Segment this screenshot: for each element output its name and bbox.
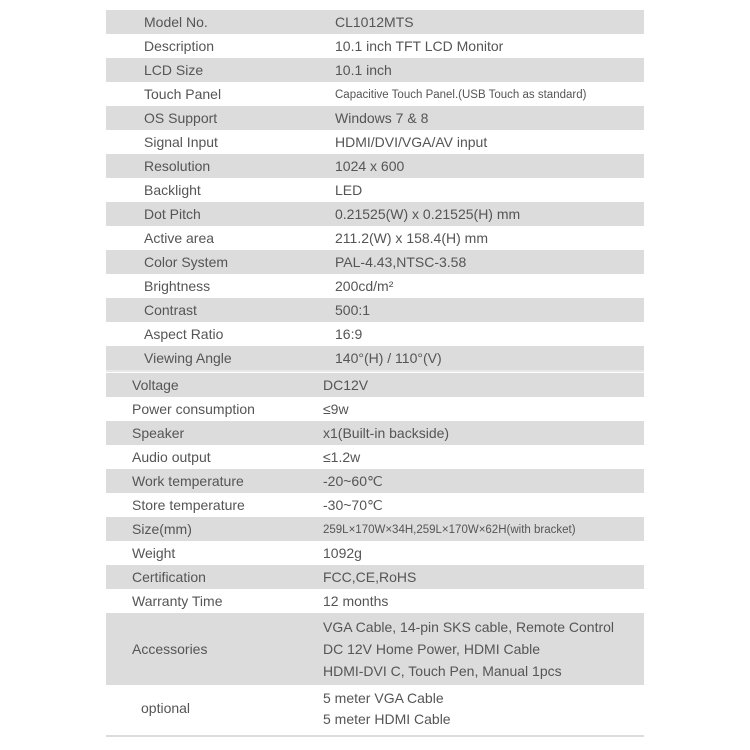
spec-value: Capacitive Touch Panel.(USB Touch as standard) — [335, 89, 587, 101]
spec-value: ≤9w — [323, 401, 349, 417]
spec-label: Weight — [132, 545, 176, 561]
spec-row-store-temperature — [106, 493, 644, 517]
spec-row-resolution — [106, 154, 644, 178]
spec-label: LCD Size — [144, 62, 204, 78]
spec-row-lcd-size — [106, 58, 644, 82]
accessories-line: VGA Cable, 14-pin SKS cable, Remote Control — [323, 619, 615, 635]
spec-row-brightness — [106, 274, 644, 298]
spec-value: FCC,CE,RoHS — [323, 569, 417, 585]
spec-row-power-consumption — [106, 397, 644, 421]
spec-row-weight — [106, 541, 644, 565]
spec-label: Speaker — [132, 425, 185, 441]
spec-value: 500:1 — [335, 302, 371, 318]
spec-row-size — [106, 517, 644, 541]
spec-row-contrast — [106, 298, 644, 322]
spec-value: -20~60℃ — [323, 473, 383, 489]
spec-value: 0.21525(W) x 0.21525(H) mm — [335, 206, 521, 222]
spec-label: Warranty Time — [132, 593, 223, 609]
accessories-line: HDMI-DVI C, Touch Pen, Manual 1pcs — [323, 663, 562, 679]
spec-row-dot-pitch — [106, 202, 644, 226]
spec-label: Voltage — [132, 377, 179, 393]
spec-table-general — [106, 373, 644, 733]
bottom-rule — [106, 735, 644, 737]
optional-line: 5 meter VGA Cable — [323, 690, 444, 706]
spec-value-list — [323, 616, 614, 682]
spec-label: Audio output — [132, 449, 211, 465]
spec-value: 211.2(W) x 158.4(H) mm — [335, 230, 488, 246]
spec-value-list — [323, 688, 451, 730]
spec-value: HDMI/DVI/VGA/AV input — [335, 134, 488, 150]
spec-label: Touch Panel — [144, 86, 222, 102]
spec-value: 12 months — [323, 593, 389, 609]
spec-table-display — [106, 10, 644, 372]
spec-row-active-area — [106, 226, 644, 250]
spec-label: Backlight — [144, 182, 201, 198]
spec-label: Power consumption — [132, 401, 255, 417]
spec-row-touch-panel — [106, 82, 644, 106]
spec-row-speaker — [106, 421, 644, 445]
spec-row-optional — [106, 685, 644, 733]
spec-value: -30~70℃ — [323, 497, 383, 513]
section-divider — [106, 370, 644, 372]
spec-row-backlight — [106, 178, 644, 202]
spec-row-os-support — [106, 106, 644, 130]
spec-value: 1024 x 600 — [335, 158, 405, 174]
spec-row-voltage — [106, 373, 644, 397]
spec-value: Windows 7 & 8 — [335, 110, 429, 126]
spec-value: PAL-4.43,NTSC-3.58 — [335, 254, 467, 270]
spec-label: Store temperature — [132, 497, 245, 513]
spec-value: 10.1 inch TFT LCD Monitor — [335, 38, 504, 54]
spec-label: Description — [144, 38, 215, 54]
spec-value: 259L×170W×34H,259L×170W×62H(with bracket) — [323, 524, 576, 536]
spec-row-signal-input — [106, 130, 644, 154]
spec-row-warranty-time — [106, 589, 644, 613]
spec-row-model-no — [106, 10, 644, 34]
spec-label: Active area — [144, 230, 215, 246]
spec-row-certification — [106, 565, 644, 589]
spec-label: optional — [141, 700, 191, 716]
spec-value: 200cd/m² — [335, 278, 394, 294]
spec-value: 10.1 inch — [335, 62, 392, 78]
spec-row-work-temperature — [106, 469, 644, 493]
spec-label: Color System — [144, 254, 229, 270]
spec-label: Aspect Ratio — [144, 326, 224, 342]
spec-row-description — [106, 34, 644, 58]
spec-label: Model No. — [144, 14, 208, 30]
spec-value: LED — [335, 182, 363, 198]
spec-value: 1092g — [323, 545, 362, 561]
spec-value: 16:9 — [335, 326, 363, 342]
spec-label: OS Support — [144, 110, 218, 126]
accessories-line: DC 12V Home Power, HDMI Cable — [323, 641, 541, 657]
spec-value: CL1012MTS — [335, 14, 414, 30]
spec-label: Brightness — [144, 278, 211, 294]
spec-label: Size(mm) — [132, 521, 192, 537]
spec-row-audio-output — [106, 445, 644, 469]
spec-value: 140°(H) / 110°(V) — [335, 350, 442, 366]
spec-row-aspect-ratio — [106, 322, 644, 346]
spec-label: Viewing Angle — [144, 350, 232, 366]
spec-row-viewing-angle — [106, 346, 644, 370]
spec-value: x1(Built-in backside) — [323, 425, 450, 441]
spec-row-color-system — [106, 250, 644, 274]
spec-row-accessories — [106, 613, 644, 685]
spec-label: Certification — [132, 569, 206, 585]
spec-value: ≤1.2w — [323, 449, 361, 465]
spec-label: Resolution — [144, 158, 211, 174]
spec-value: DC12V — [323, 377, 369, 393]
spec-label: Contrast — [144, 302, 197, 318]
spec-label: Signal Input — [144, 134, 218, 150]
spec-label: Accessories — [132, 641, 208, 657]
optional-line: 5 meter HDMI Cable — [323, 711, 451, 727]
spec-label: Dot Pitch — [144, 206, 201, 222]
spec-label: Work temperature — [132, 473, 244, 489]
